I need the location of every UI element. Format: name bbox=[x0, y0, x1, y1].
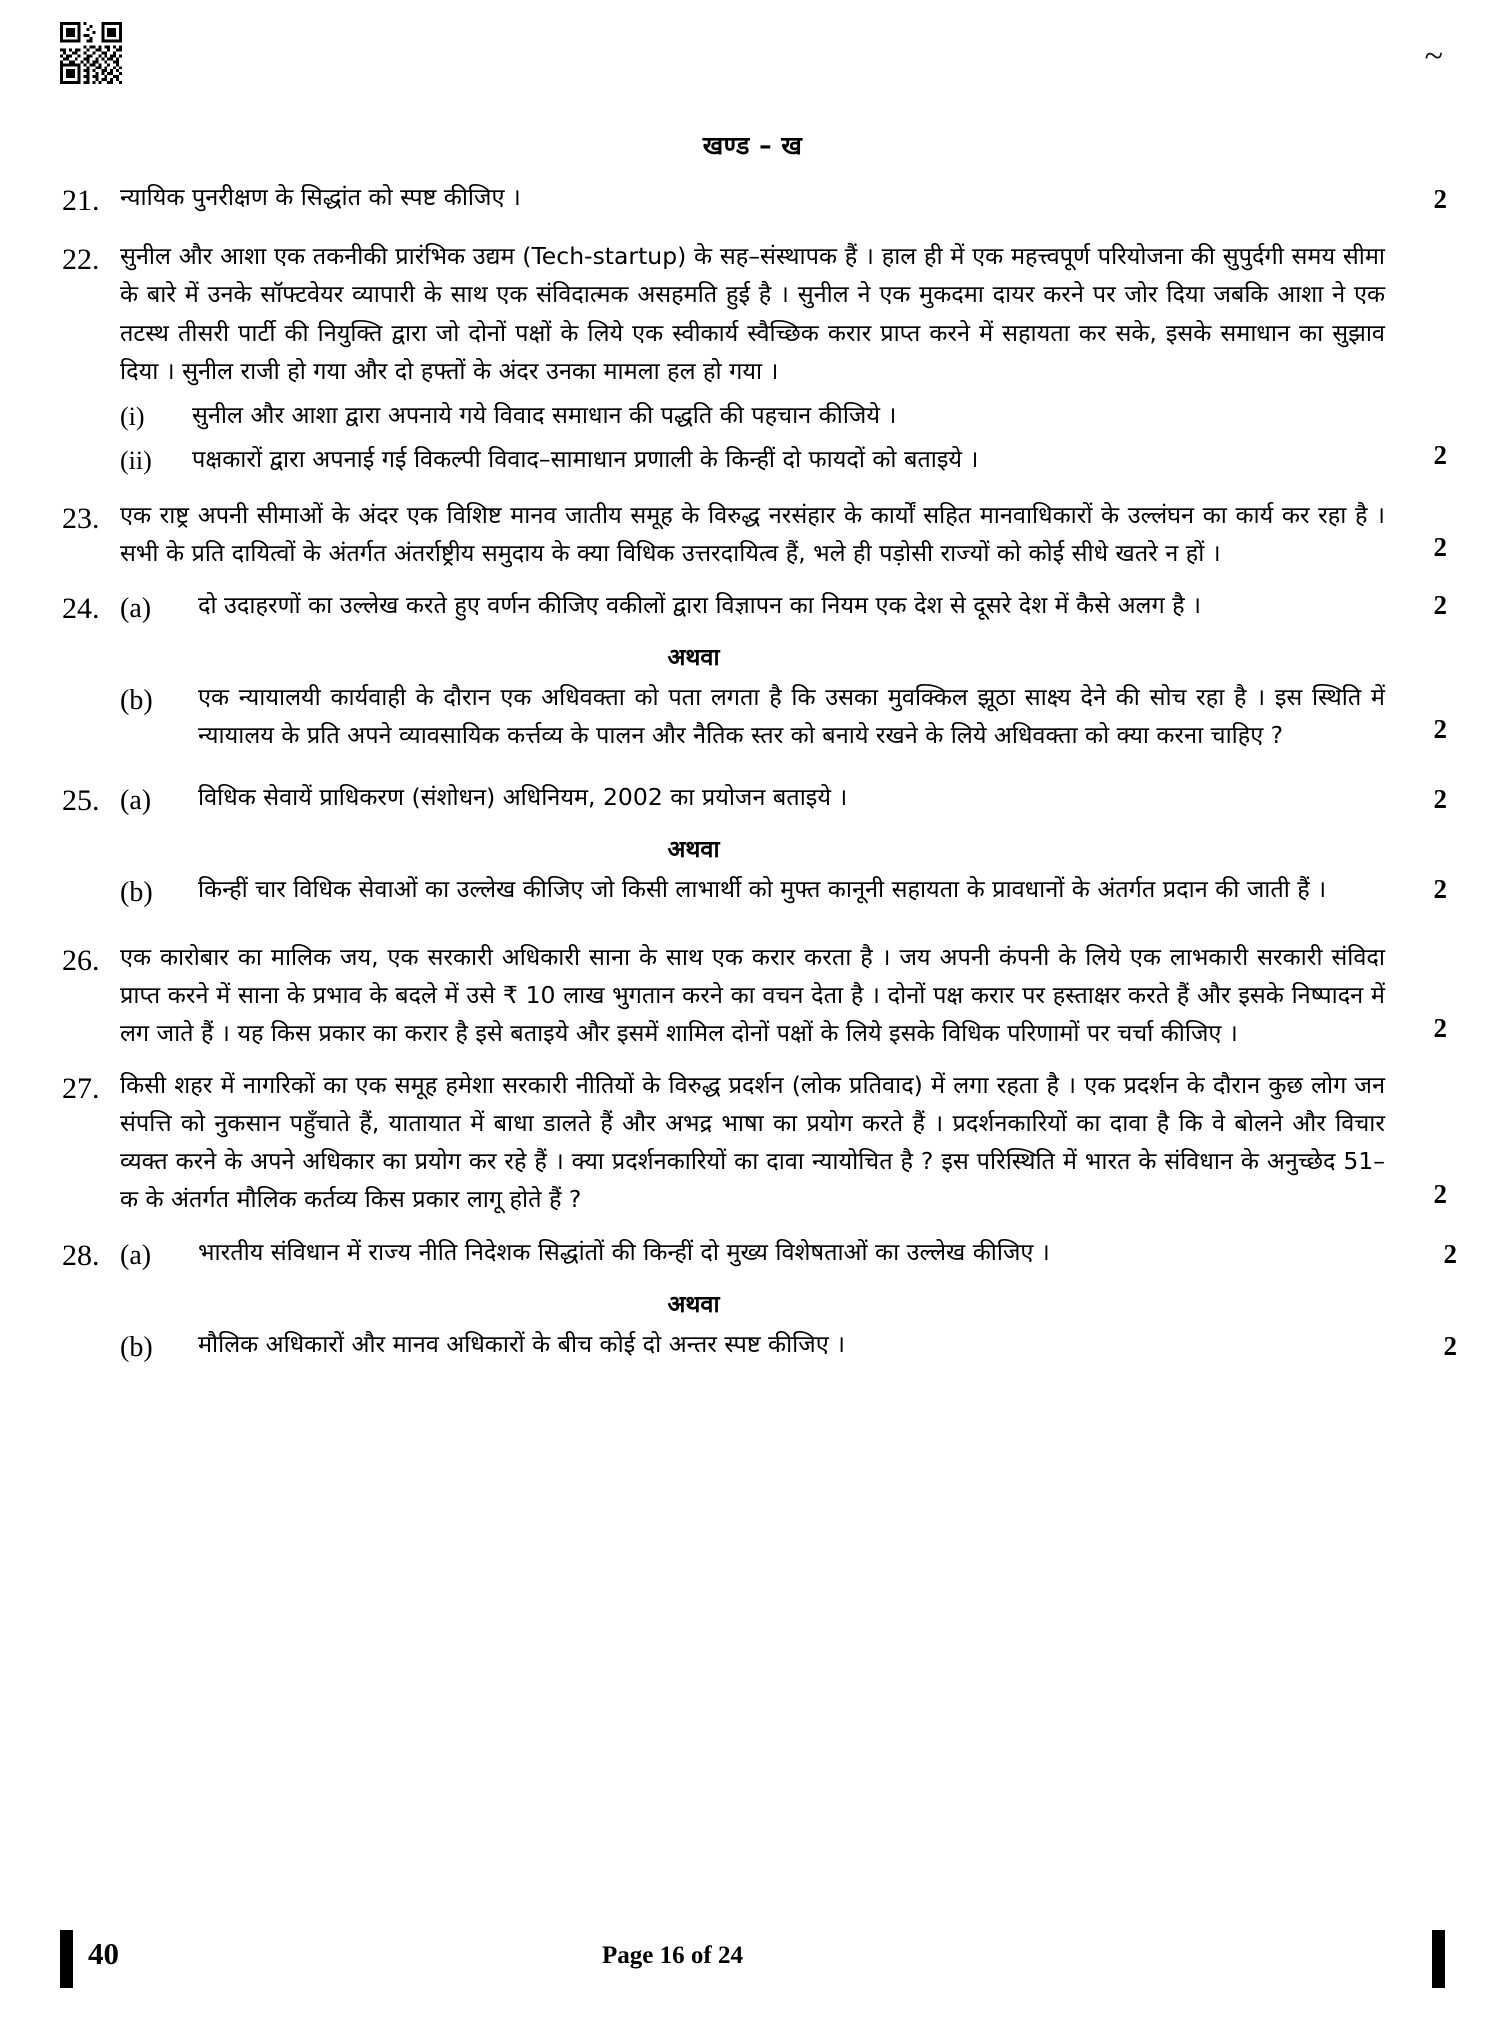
question-24-option-b bbox=[120, 678, 1447, 754]
question-24-option-b-marks: 2 bbox=[1433, 714, 1447, 745]
question-28-option-a-label: (a) bbox=[120, 1239, 152, 1271]
page-number-label: Page 16 of 24 bbox=[602, 1942, 743, 1969]
question-24-or-label: अथवा bbox=[667, 642, 720, 671]
question-22-subitem-ii-label: (ii) bbox=[120, 446, 152, 476]
question-22-subitem-i-text: सुनील और आशा द्वारा अपनाये गये विवाद समाधान की पद्धति की पहचान कीजिये । bbox=[192, 400, 897, 429]
question-23-number: 23. bbox=[62, 501, 100, 535]
question-25-option-b bbox=[120, 870, 1447, 914]
question-25-options bbox=[120, 778, 1447, 924]
question-22-number: 22. bbox=[62, 243, 100, 277]
question-24-option-a-marks: 2 bbox=[1433, 590, 1447, 621]
question-25-option-a-body: विधिक सेवायें प्राधिकरण (संशोधन) अधिनियम, 2002 का प्रयोजन बताइये । bbox=[198, 783, 848, 812]
question-26-body: एक कारोबार का मालिक जय, एक सरकारी अधिकारी साना के साथ एक करार करता है । जय अपनी कंपनी के लिये एक लाभकारी सरकारी संविदा प्राप्त करने में साना के प्रभाव के बदले में उसे ₹ 10 लाख भुगतान करने का वचन देता है । दोनों पक्ष करार पर हस्ताक्षर करते हैं और इसके निष्पादन में लग जाते हैं । यह किस प्रकार का करार है इसे बताइये और इसमें शामिल दोनों पक्षों के लिये इसके विधिक परिणामों पर चर्चा कीजिए । bbox=[120, 943, 1385, 1048]
question-25-or-label: अथवा bbox=[667, 835, 720, 864]
question-22-text bbox=[120, 237, 1447, 481]
question-27-marks: 2 bbox=[1433, 1178, 1447, 1209]
question-25-number: 25. bbox=[62, 784, 100, 818]
question-28-number: 28. bbox=[62, 1238, 100, 1272]
question-22-subitems bbox=[120, 396, 1385, 482]
question-28-option-b-body: मौलिक अधिकारों और मानव अधिकारों के बीच कोई दो अन्तर स्पष्ट कीजिए । bbox=[198, 1329, 846, 1358]
question-28 bbox=[62, 1233, 1457, 1379]
question-21-text bbox=[120, 178, 1447, 216]
question-25-option-b-marks: 2 bbox=[1433, 874, 1447, 905]
footer-right-bar bbox=[1432, 1930, 1445, 1988]
question-27-text bbox=[120, 1066, 1447, 1218]
question-23 bbox=[62, 496, 1447, 572]
question-28-option-a bbox=[120, 1233, 1457, 1277]
question-24-number: 24. bbox=[62, 591, 100, 625]
question-28-options bbox=[120, 1233, 1457, 1379]
question-24-option-b-text bbox=[198, 678, 1447, 754]
question-25-option-a bbox=[120, 778, 1447, 822]
question-22-body: सुनील और आशा एक तकनीकी प्रारंभिक उद्यम (Tech-startup) के सह–संस्थापक हैं । हाल ही में एक महत्त्वपूर्ण परियोजना की सुपुर्दगी समय सीमा के बारे में उनके सॉफ्टवेयर व्यापारी के साथ एक संविदात्मक असहमति हुई है । सुनील ने एक मुकदमा दायर करने पर जोर दिया जबकि आशा ने एक तटस्थ तीसरी पार्टी की नियुक्ति द्वारा जो दोनों पक्षों के लिये एक स्वीकार्य स्वैच्छिक करार प्राप्त करने में सहायता कर सके, इसके समाधान का सुझाव दिया । सुनील राजी हो गया और दो हफ्तों के अंदर उनका मामला हल हो गया । bbox=[120, 242, 1385, 385]
top-right-mark: ~ bbox=[1424, 38, 1443, 75]
question-21-number: 21. bbox=[62, 184, 100, 217]
question-22-subitem-ii bbox=[120, 440, 1385, 482]
question-25-option-a-text bbox=[198, 778, 1447, 822]
question-28-or-label: अथवा bbox=[667, 1289, 720, 1318]
question-26-marks: 2 bbox=[1433, 1012, 1447, 1043]
question-27 bbox=[62, 1066, 1447, 1218]
question-22-subitem-i-label: (i) bbox=[120, 401, 145, 431]
question-28-option-b-label: (b) bbox=[120, 1331, 153, 1363]
qr-code-icon bbox=[60, 22, 122, 84]
questions-container bbox=[62, 178, 1457, 1393]
question-28-option-b-marks: 2 bbox=[1443, 1330, 1457, 1361]
question-23-body: एक राष्ट्र अपनी सीमाओं के अंदर एक विशिष्ट मानव जातीय समूह के विरुद्ध नरसंहार के कार्यों सहित मानवाधिकारों के उल्लंघन का कार्य कर रहा है । सभी के प्रति दायित्वों के अंतर्गत अंतर्राष्ट्रीय समुदाय के क्या विधिक उत्तरदायित्व हैं, भले ही पड़ोसी राज्यों को कोई सीधे खतरे न हों । bbox=[120, 500, 1385, 567]
question-22-subitem-ii-text: पक्षकारों द्वारा अपनाई गई विकल्पी विवाद–सामाधान प्रणाली के किन्हीं दो फायदों को बताइये । bbox=[192, 445, 979, 474]
question-25 bbox=[62, 778, 1447, 924]
question-21-marks: 2 bbox=[1433, 184, 1447, 214]
question-24-option-a bbox=[120, 586, 1447, 630]
question-23-marks: 2 bbox=[1433, 532, 1447, 563]
question-24-option-a-text bbox=[198, 586, 1447, 630]
question-25-option-b-body: किन्हीं चार विधिक सेवाओं का उल्लेख कीजिए जो किसी लाभार्थी को मुफ्त कानूनी सहायता के प्रावधानों के अंतर्गत प्रदान की जाती हैं । bbox=[198, 875, 1327, 904]
question-28-option-a-text bbox=[198, 1233, 1457, 1277]
question-22-marks: 2 bbox=[1433, 440, 1447, 471]
question-28-option-b bbox=[120, 1325, 1457, 1369]
question-24-option-b-label: (b) bbox=[120, 684, 153, 716]
question-25-option-a-label: (a) bbox=[120, 785, 152, 817]
question-21 bbox=[62, 178, 1447, 223]
question-25-option-b-text bbox=[198, 870, 1447, 914]
question-26-text bbox=[120, 938, 1447, 1052]
question-24-option-b-body: एक न्यायालयी कार्यवाही के दौरान एक अधिवक्ता को पता लगता है कि उसका मुवक्किल झूठा साक्ष्य देने की सोच रहा है । इस स्थिति में न्यायालय के प्रति अपने व्यावसायिक कर्त्तव्य के पालन और नैतिक स्तर को बनाये रखने के लिये अधिवक्ता को क्या करना चाहिए ? bbox=[198, 682, 1385, 750]
question-25-option-b-label: (b) bbox=[120, 877, 153, 909]
question-26 bbox=[62, 938, 1447, 1052]
question-21-body: न्यायिक पुनरीक्षण के सिद्धांत को स्पष्ट कीजिए । bbox=[120, 183, 521, 211]
question-23-text bbox=[120, 496, 1447, 572]
page-footer bbox=[0, 1930, 1505, 1990]
question-24-option-a-label: (a) bbox=[120, 592, 152, 624]
question-25-option-a-marks: 2 bbox=[1433, 784, 1447, 815]
question-28-option-a-body: भारतीय संविधान में राज्य नीति निदेशक सिद्धांतों की किन्हीं दो मुख्य विशेषताओं का उल्लेख कीजिए । bbox=[198, 1237, 1050, 1266]
paper-code: 40 bbox=[88, 1936, 119, 1971]
section-heading: खण्ड – ख bbox=[702, 131, 803, 160]
question-27-body: किसी शहर में नागरिकों का एक समूह हमेशा सरकारी नीतियों के विरुद्ध प्रदर्शन (लोक प्रतिवाद) में लगा रहता है । एक प्रदर्शन के दौरान कुछ लोग जन संपत्ति को नुकसान पहुँचाते हैं, यातायात में बाधा डालते हैं और अभद्र भाषा का प्रयोग करते हैं । प्रदर्शनकारियों का दावा है कि वे बोलने और विचार व्यक्त करने के अपने अधिकार का प्रयोग कर रहे हैं । क्या प्रदर्शनकारियों का दावा न्यायोचित है ? इस परिस्थिति में भारत के संविधान के अनुच्छेद 51–क के अंतर्गत मौलिक कर्तव्य किस प्रकार लागू होते हैं ? bbox=[120, 1071, 1385, 1214]
question-24-option-a-body: दो उदाहरणों का उल्लेख करते हुए वर्णन कीजिए वकीलों द्वारा विज्ञापन का नियम एक देश से दूसरे देश में कैसे अलग है । bbox=[198, 590, 1202, 619]
question-26-number: 26. bbox=[62, 944, 100, 978]
question-22 bbox=[62, 237, 1447, 481]
question-28-option-a-marks: 2 bbox=[1443, 1238, 1457, 1269]
question-24 bbox=[62, 586, 1447, 764]
question-28-option-b-text bbox=[198, 1325, 1457, 1369]
question-22-subitem-i bbox=[120, 396, 1385, 438]
question-27-number: 27. bbox=[62, 1072, 100, 1106]
question-24-options bbox=[120, 586, 1447, 764]
